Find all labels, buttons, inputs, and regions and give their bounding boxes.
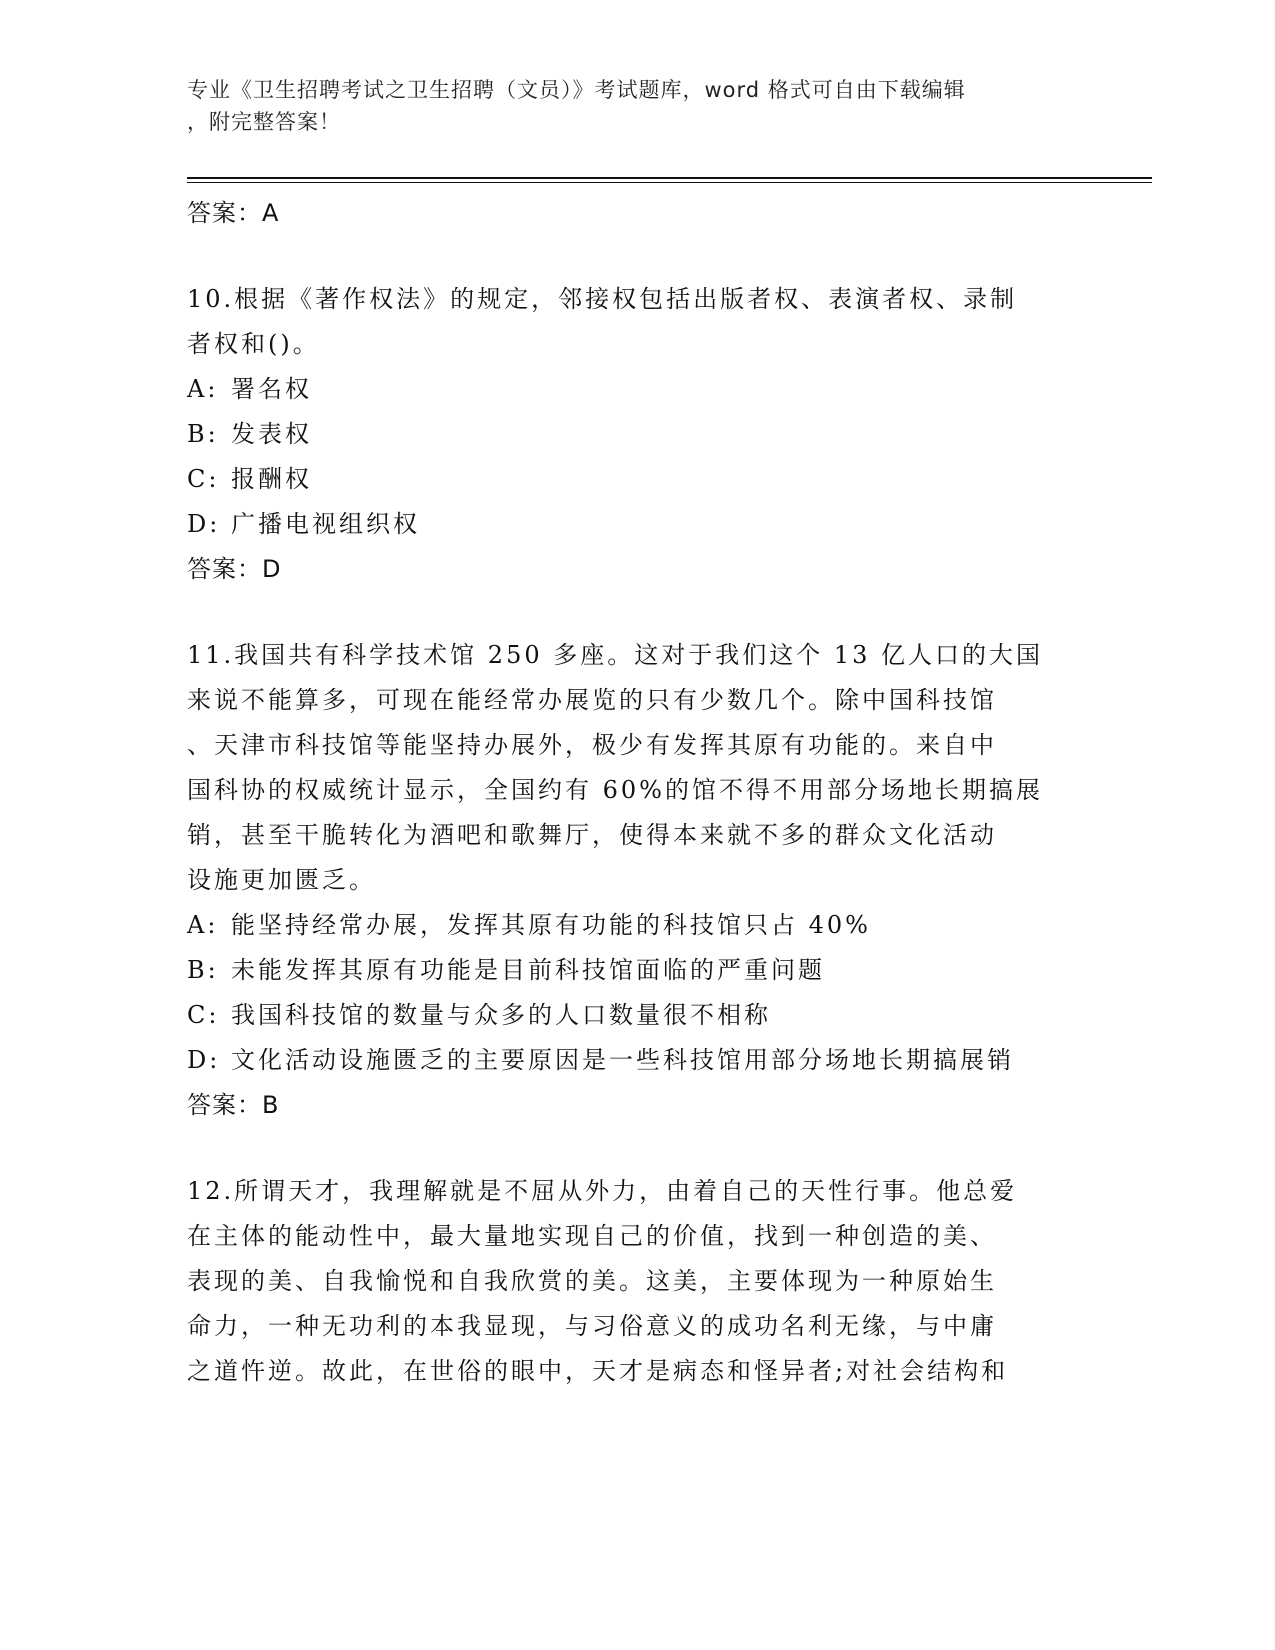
question-text-line: 表现的美、自我愉悦和自我欣赏的美。这美，主要体现为一种原始生 [187, 1267, 997, 1295]
option-letter: C: [187, 1001, 220, 1029]
question-text [187, 277, 1077, 367]
question-12 [187, 1169, 1077, 1394]
question-list [187, 191, 1077, 1394]
question-text-line: 国科协的权威统计显示，全国约有 60%的馆不得不用部分场地长期搞展 [187, 776, 1043, 804]
option-letter: D: [187, 1046, 221, 1074]
option-text: 能坚持经常办展，发挥其原有功能的科技馆只占 40% [231, 911, 871, 939]
question-text-line: 命力，一种无功利的本我显现，与习俗意义的成功名利无缘，与中庸 [187, 1312, 997, 1340]
question-text-line: 、天津市科技馆等能坚持办展外，极少有发挥其原有功能的。来自中 [187, 731, 997, 759]
option-text: 报酬权 [231, 465, 312, 493]
option-letter: B: [187, 956, 219, 984]
option-a [187, 903, 1077, 948]
answer: 答案：B [187, 1091, 280, 1119]
question-11 [187, 633, 1077, 1127]
previous-answer: 答案：A [187, 199, 280, 227]
option-letter: A: [187, 911, 219, 939]
option-a [187, 367, 1077, 412]
option-text: 广播电视组织权 [231, 510, 420, 538]
question-10 [187, 277, 1077, 591]
question-text-line: 12.所谓天才，我理解就是不屈从外力，由着自己的天性行事。他总爱 [187, 1177, 1018, 1205]
option-c [187, 457, 1077, 502]
question-text-line: 在主体的能动性中，最大量地实现自己的价值，找到一种创造的美、 [187, 1222, 997, 1250]
question-text-line: 者权和()。 [187, 330, 320, 358]
option-letter: B: [187, 420, 219, 448]
question-text-line: 之道忤逆。故此，在世俗的眼中，天才是病态和怪异者;对社会结构和 [187, 1357, 1009, 1385]
option-d [187, 1038, 1077, 1083]
page-header [187, 74, 1067, 138]
option-letter: A: [187, 375, 219, 403]
option-text: 我国科技馆的数量与众多的人口数量很不相称 [231, 1001, 771, 1029]
question-text-line: 设施更加匮乏。 [187, 866, 376, 894]
option-text: 未能发挥其原有功能是目前科技馆面临的严重问题 [231, 956, 825, 984]
header-divider-thin [187, 182, 1152, 183]
option-letter: C: [187, 465, 220, 493]
option-c [187, 993, 1077, 1038]
question-text-line: 来说不能算多，可现在能经常办展览的只有少数几个。除中国科技馆 [187, 686, 997, 714]
option-letter: D: [187, 510, 221, 538]
option-text: 文化活动设施匮乏的主要原因是一些科技馆用部分场地长期搞展销 [231, 1046, 1014, 1074]
header-line-1: 专业《卫生招聘考试之卫生招聘（文员）》考试题库，word 格式可自由下载编辑 [187, 78, 966, 102]
option-text: 发表权 [231, 420, 312, 448]
option-d [187, 502, 1077, 547]
header-divider-thick [187, 177, 1152, 179]
question-text-line: 10.根据《著作权法》的规定，邻接权包括出版者权、表演者权、录制 [187, 285, 1018, 313]
answer: 答案：D [187, 555, 282, 583]
question-text-line: 11.我国共有科学技术馆 250 多座。这对于我们这个 13 亿人口的大国 [187, 641, 1044, 669]
option-b [187, 948, 1077, 993]
header-line-2: ，附完整答案！ [187, 110, 341, 134]
question-text-line: 销，甚至干脆转化为酒吧和歌舞厅，使得本来就不多的群众文化活动 [187, 821, 997, 849]
question-text [187, 633, 1077, 903]
question-text [187, 1169, 1077, 1394]
option-text: 署名权 [231, 375, 312, 403]
option-b [187, 412, 1077, 457]
